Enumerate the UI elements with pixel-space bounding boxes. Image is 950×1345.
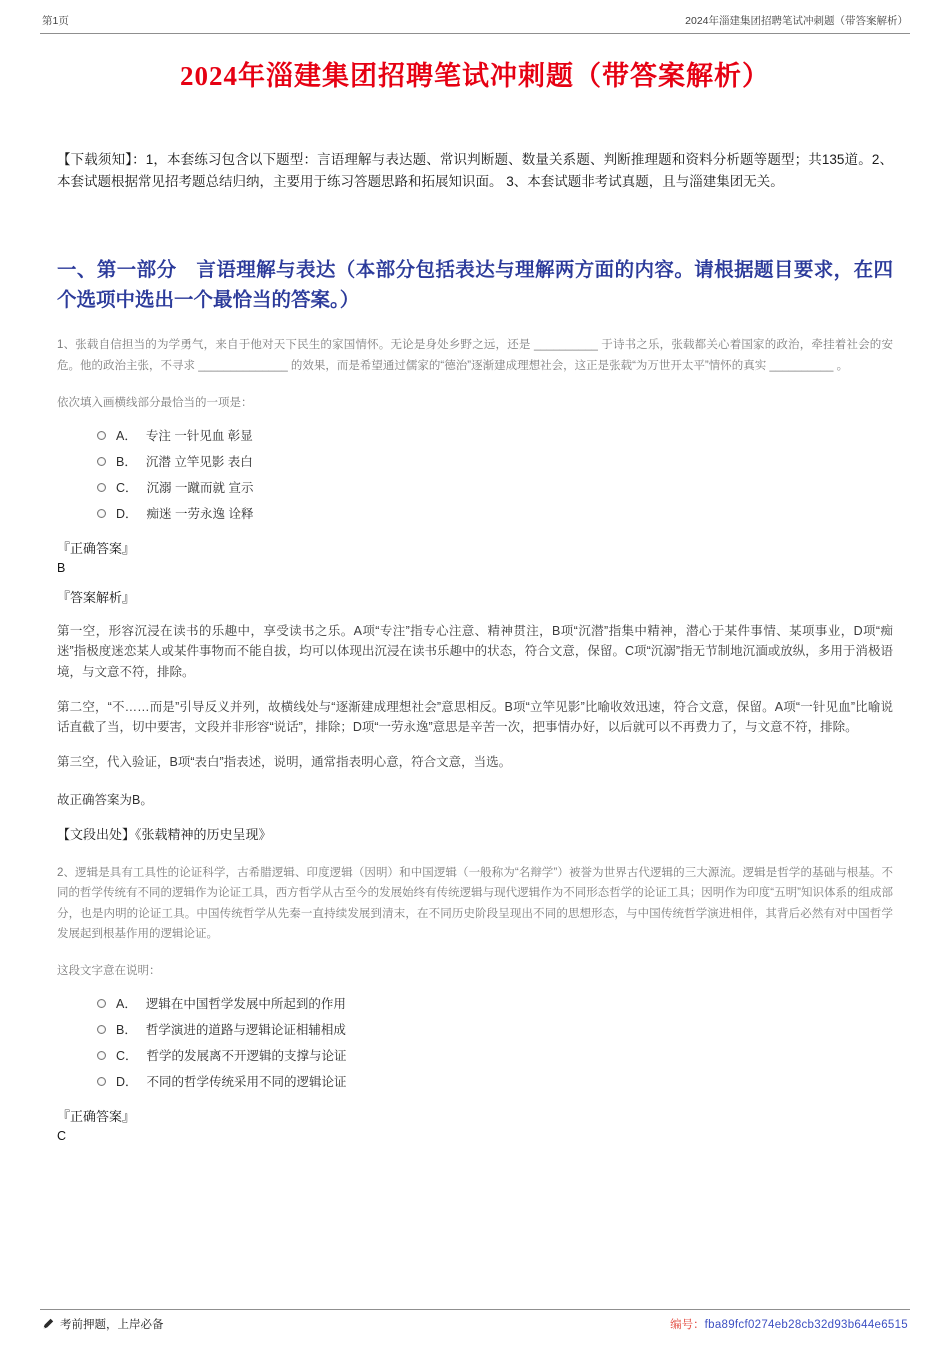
header-doc-title: 2024年淄建集团招聘笔试冲刺题（带答案解析） — [685, 15, 908, 27]
correct-answer-label: 『正确答案』 — [57, 541, 136, 557]
option-label: B． — [116, 1023, 137, 1038]
footer-slogan-group — [42, 1316, 164, 1332]
correct-answer-label: 『正确答案』 — [57, 1109, 136, 1125]
option-label: B． — [116, 455, 137, 470]
option-text: 痴迷 一劳永逸 诠释 — [146, 507, 254, 522]
option-text: 哲学的发展离不开逻辑的支撑与论证 — [146, 1049, 347, 1064]
document-content — [40, 149, 910, 1143]
question-block-1 — [57, 335, 893, 842]
option-text: 沉溺 一蹴而就 宣示 — [146, 481, 254, 496]
option-row-b[interactable] — [97, 1016, 893, 1042]
option-label: D． — [116, 1075, 138, 1090]
question-prompt: 依次填入画横线部分最恰当的一项是： — [57, 397, 253, 410]
options-list — [97, 422, 893, 526]
page-number: 第1页 — [42, 15, 69, 27]
option-row-a[interactable] — [97, 422, 893, 448]
correct-answer-value: B — [57, 561, 66, 576]
option-label: A． — [116, 429, 137, 444]
option-row-b[interactable] — [97, 448, 893, 474]
analysis-paragraph: 第三空，代入验证，B项“表白”指表述，说明，通常指表明心意，符合文意，当选。 — [57, 755, 512, 770]
radio-icon[interactable] — [97, 1025, 106, 1034]
option-label: A． — [116, 997, 137, 1012]
question-stem: 2、逻辑是具有工具性的论证科学，古希腊逻辑、印度逻辑（因明）和中国逻辑（一般称为“名辩学”）被誉为世界古代逻辑的三大源流。逻辑是哲学的基础与根基。不同的哲学传统有不同的逻辑作为论证工具，西方哲学从古至今的发展始终有传统逻辑与现代逻辑作为不同形态哲学的论证工具；因明作为印度“五明”知识体系的组成部分，也是内明的论证工具。中国传统哲学从先秦一直持续发展到清末，在不同历史阶段呈现出不同的思想形态，与中国传统哲学演进相伴，其背后必然有对中国哲学发展起到根基作用的逻辑论证。 — [57, 866, 893, 940]
option-label: C． — [116, 481, 138, 496]
radio-icon[interactable] — [97, 483, 106, 492]
analysis-label: 『答案解析』 — [57, 590, 136, 606]
page-footer — [40, 1309, 910, 1345]
option-row-c[interactable] — [97, 474, 893, 500]
option-text: 专注 一针见血 彰显 — [145, 429, 253, 444]
radio-icon[interactable] — [97, 999, 106, 1008]
question-stem: 1、张载自信担当的为学勇气，来自于他对天下民生的家国情怀。无论是身处乡野之远，还是 __________ 于诗书之乐，张载都关心着国家的政治，牵挂着社会的安危。他的政治主张，不寻求 ______________ 的效果，而是希望通过儒家的“德治”逐渐建成理想社会，这正是张载“为万世开太平”情怀的真实 __________ 。 — [57, 339, 893, 372]
conclusion-text: 故正确答案为B。 — [57, 792, 153, 807]
options-list — [97, 990, 893, 1094]
analysis-paragraph: 第一空，形容沉浸在读书的乐趣中，享受读书之乐。A项“专注”指专心注意、精神贯注，B项“沉潜”指集中精神，潜心于某件事情、某项事业，D项“痴迷”指极度迷恋某人或某件事物而不能自拔，均可以体现出沉浸在读书乐趣中的状态，符合文意，保留。C项“沉溺”指无节制地沉湎或放纵，多用于消极语境，与文意不符，排除。 — [57, 624, 893, 679]
option-row-d[interactable] — [97, 1068, 893, 1094]
radio-icon[interactable] — [97, 1051, 106, 1060]
radio-icon[interactable] — [97, 1077, 106, 1086]
page-header — [40, 0, 910, 34]
option-row-a[interactable] — [97, 990, 893, 1016]
question-prompt: 这段文字意在说明： — [57, 965, 161, 978]
option-row-d[interactable] — [97, 500, 893, 526]
download-notice: 【下载须知】：1，本套练习包含以下题型：言语理解与表达题、常识判断题、数量关系题、判断推理题和资料分析题等题型；共135道。2、本套试题根据常见招考题总结归纳，主要用于练习答题思路和拓展知识面。 3、本套试题非考试真题，且与淄建集团无关。 — [57, 152, 893, 189]
option-text: 不同的哲学传统采用不同的逻辑论证 — [146, 1075, 347, 1090]
question-block-2 — [57, 863, 893, 1144]
section-heading: 一、第一部分 言语理解与表达（本部分包括表达与理解两方面的内容。请根据题目要求，在四个选项中选出一个最恰当的答案。） — [57, 258, 893, 311]
option-label: C． — [116, 1049, 138, 1064]
doc-code — [670, 1316, 908, 1332]
radio-icon[interactable] — [97, 457, 106, 466]
correct-answer-value: C — [57, 1129, 67, 1144]
doc-code-value: fba89fcf0274eb28cb32d93b644e6515 — [704, 1319, 908, 1331]
option-text: 逻辑在中国哲学发展中所起到的作用 — [145, 997, 346, 1012]
option-row-c[interactable] — [97, 1042, 893, 1068]
source-text: 【文段出处】《张载精神的历史呈现》 — [57, 826, 272, 842]
option-label: D． — [116, 507, 138, 522]
footer-slogan: 考前押题，上岸必备 — [60, 1319, 164, 1331]
doc-title: 2024年淄建集团招聘笔试冲刺题（带答案解析） — [180, 61, 770, 91]
radio-icon[interactable] — [97, 509, 106, 518]
option-text: 哲学演进的道路与逻辑论证相辅相成 — [145, 1023, 346, 1038]
pen-icon — [42, 1318, 54, 1330]
analysis-paragraph: 第二空，“不……而是”引导反义并列，故横线处与“逐渐建成理想社会”意思相反。B项“立竿见影”比喻收效迅速，符合文意，保留。A项“一针见血”比喻说话直截了当，切中要害，文段并非形容“说话”，排除；D项“一劳永逸”意思是辛苦一次，把事情办好，以后就可以不再费力了，与文意不符，排除。 — [57, 699, 893, 735]
option-text: 沉潜 立竿见影 表白 — [145, 455, 253, 470]
radio-icon[interactable] — [97, 431, 106, 440]
doc-code-label: 编号： — [670, 1319, 705, 1331]
